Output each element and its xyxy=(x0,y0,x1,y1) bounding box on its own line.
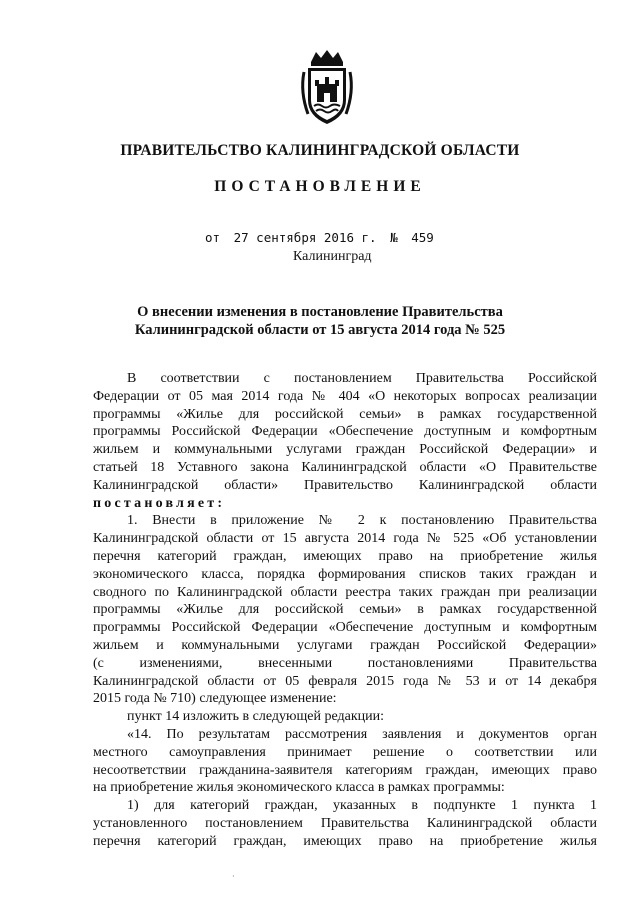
city: Калининград xyxy=(293,249,372,264)
date-number-line xyxy=(205,230,440,245)
body-line: жильем и коммунальными услугами граждан Российской Федерации» xyxy=(93,637,597,653)
body-line: (с изменениями, внесенными постановлениями Правительства xyxy=(93,655,597,671)
body-line: Калининградской области от 05 февраля 2015 года № 53 и от 14 декабря xyxy=(93,673,597,689)
body-line: «14. По результатам рассмотрения заявления и документов орган xyxy=(127,726,597,742)
body-line: на приобретение жилья экономического класса в рамках программы: xyxy=(93,780,505,796)
body-line: жильем и коммунальными услугами граждан Российской Федерации» и xyxy=(93,442,597,458)
body-line: Федерации от 05 мая 2014 года № 404 «О некоторых вопросах реализации xyxy=(93,388,597,404)
body-line: сводного по Калининградской области реестра таких граждан при реализации xyxy=(93,584,597,600)
subject-line: О внесении изменения в постановление Правительства xyxy=(137,304,503,320)
document-subject xyxy=(0,303,640,339)
body-line: программы «Жилье для российской семьи» в рамках государственной xyxy=(93,602,597,618)
body-line: статьей 18 Уставного закона Калининградской области «О Правительстве xyxy=(93,459,597,475)
footer-mark: · xyxy=(232,872,235,881)
subject-line: Калининградской области от 15 августа 2014 года № 525 xyxy=(134,322,506,338)
body-line: В соответствии с постановлением Правительства Российской xyxy=(127,371,597,386)
document-type: ПОСТАНОВЛЕНИЕ xyxy=(214,178,426,195)
body-line: Калининградской области от 15 августа 2014 года № 525 «Об установлении xyxy=(93,531,597,547)
number-prefix: № xyxy=(390,230,398,245)
document-number: 459 xyxy=(411,230,434,245)
body-line: перечня категорий граждан, имеющих право на приобретение жилья xyxy=(93,833,597,849)
body-line: программы Российской Федерации «Обеспечение доступным и комфортным xyxy=(93,424,597,440)
body-line: перечня категорий граждан, имеющих право на приобретение жилья xyxy=(93,548,597,564)
date-prefix: от xyxy=(205,230,221,245)
body-line: установленного постановлением Правительства Калининградской области xyxy=(93,815,597,831)
document-date: 27 сентября 2016 г. xyxy=(233,230,377,245)
body-line: Калининградской области» Правительство Калининградской области xyxy=(93,477,597,493)
body-line: экономического класса, порядка формирования списков таких граждан и xyxy=(93,566,597,582)
document-body xyxy=(93,370,597,851)
body-line: 1) для категорий граждан, указанных в подпункте 1 пункта 1 xyxy=(127,798,597,814)
body-line: программы Российской Федерации «Обеспечение доступным и комфортным xyxy=(93,620,597,636)
body-line: 1. Внести в приложение № 2 к постановлению Правительства xyxy=(127,513,597,529)
organization-title: ПРАВИТЕЛЬСТВО КАЛИНИНГРАДСКОЙ ОБЛАСТИ xyxy=(120,142,520,159)
decree-word: постановляет: xyxy=(93,495,226,511)
coat-of-arms-icon xyxy=(296,48,358,128)
body-line: 2015 года № 710) следующее изменение: xyxy=(93,691,337,707)
body-line: местного самоуправления принимает решение о соответствии или xyxy=(93,744,597,760)
body-line: несоответствии гражданина-заявителя категориям граждан, имеющих право xyxy=(93,762,597,778)
body-line: программы «Жилье для российской семьи» в рамках государственной xyxy=(93,406,597,422)
body-line: пункт 14 изложить в следующей редакции: xyxy=(127,709,384,725)
